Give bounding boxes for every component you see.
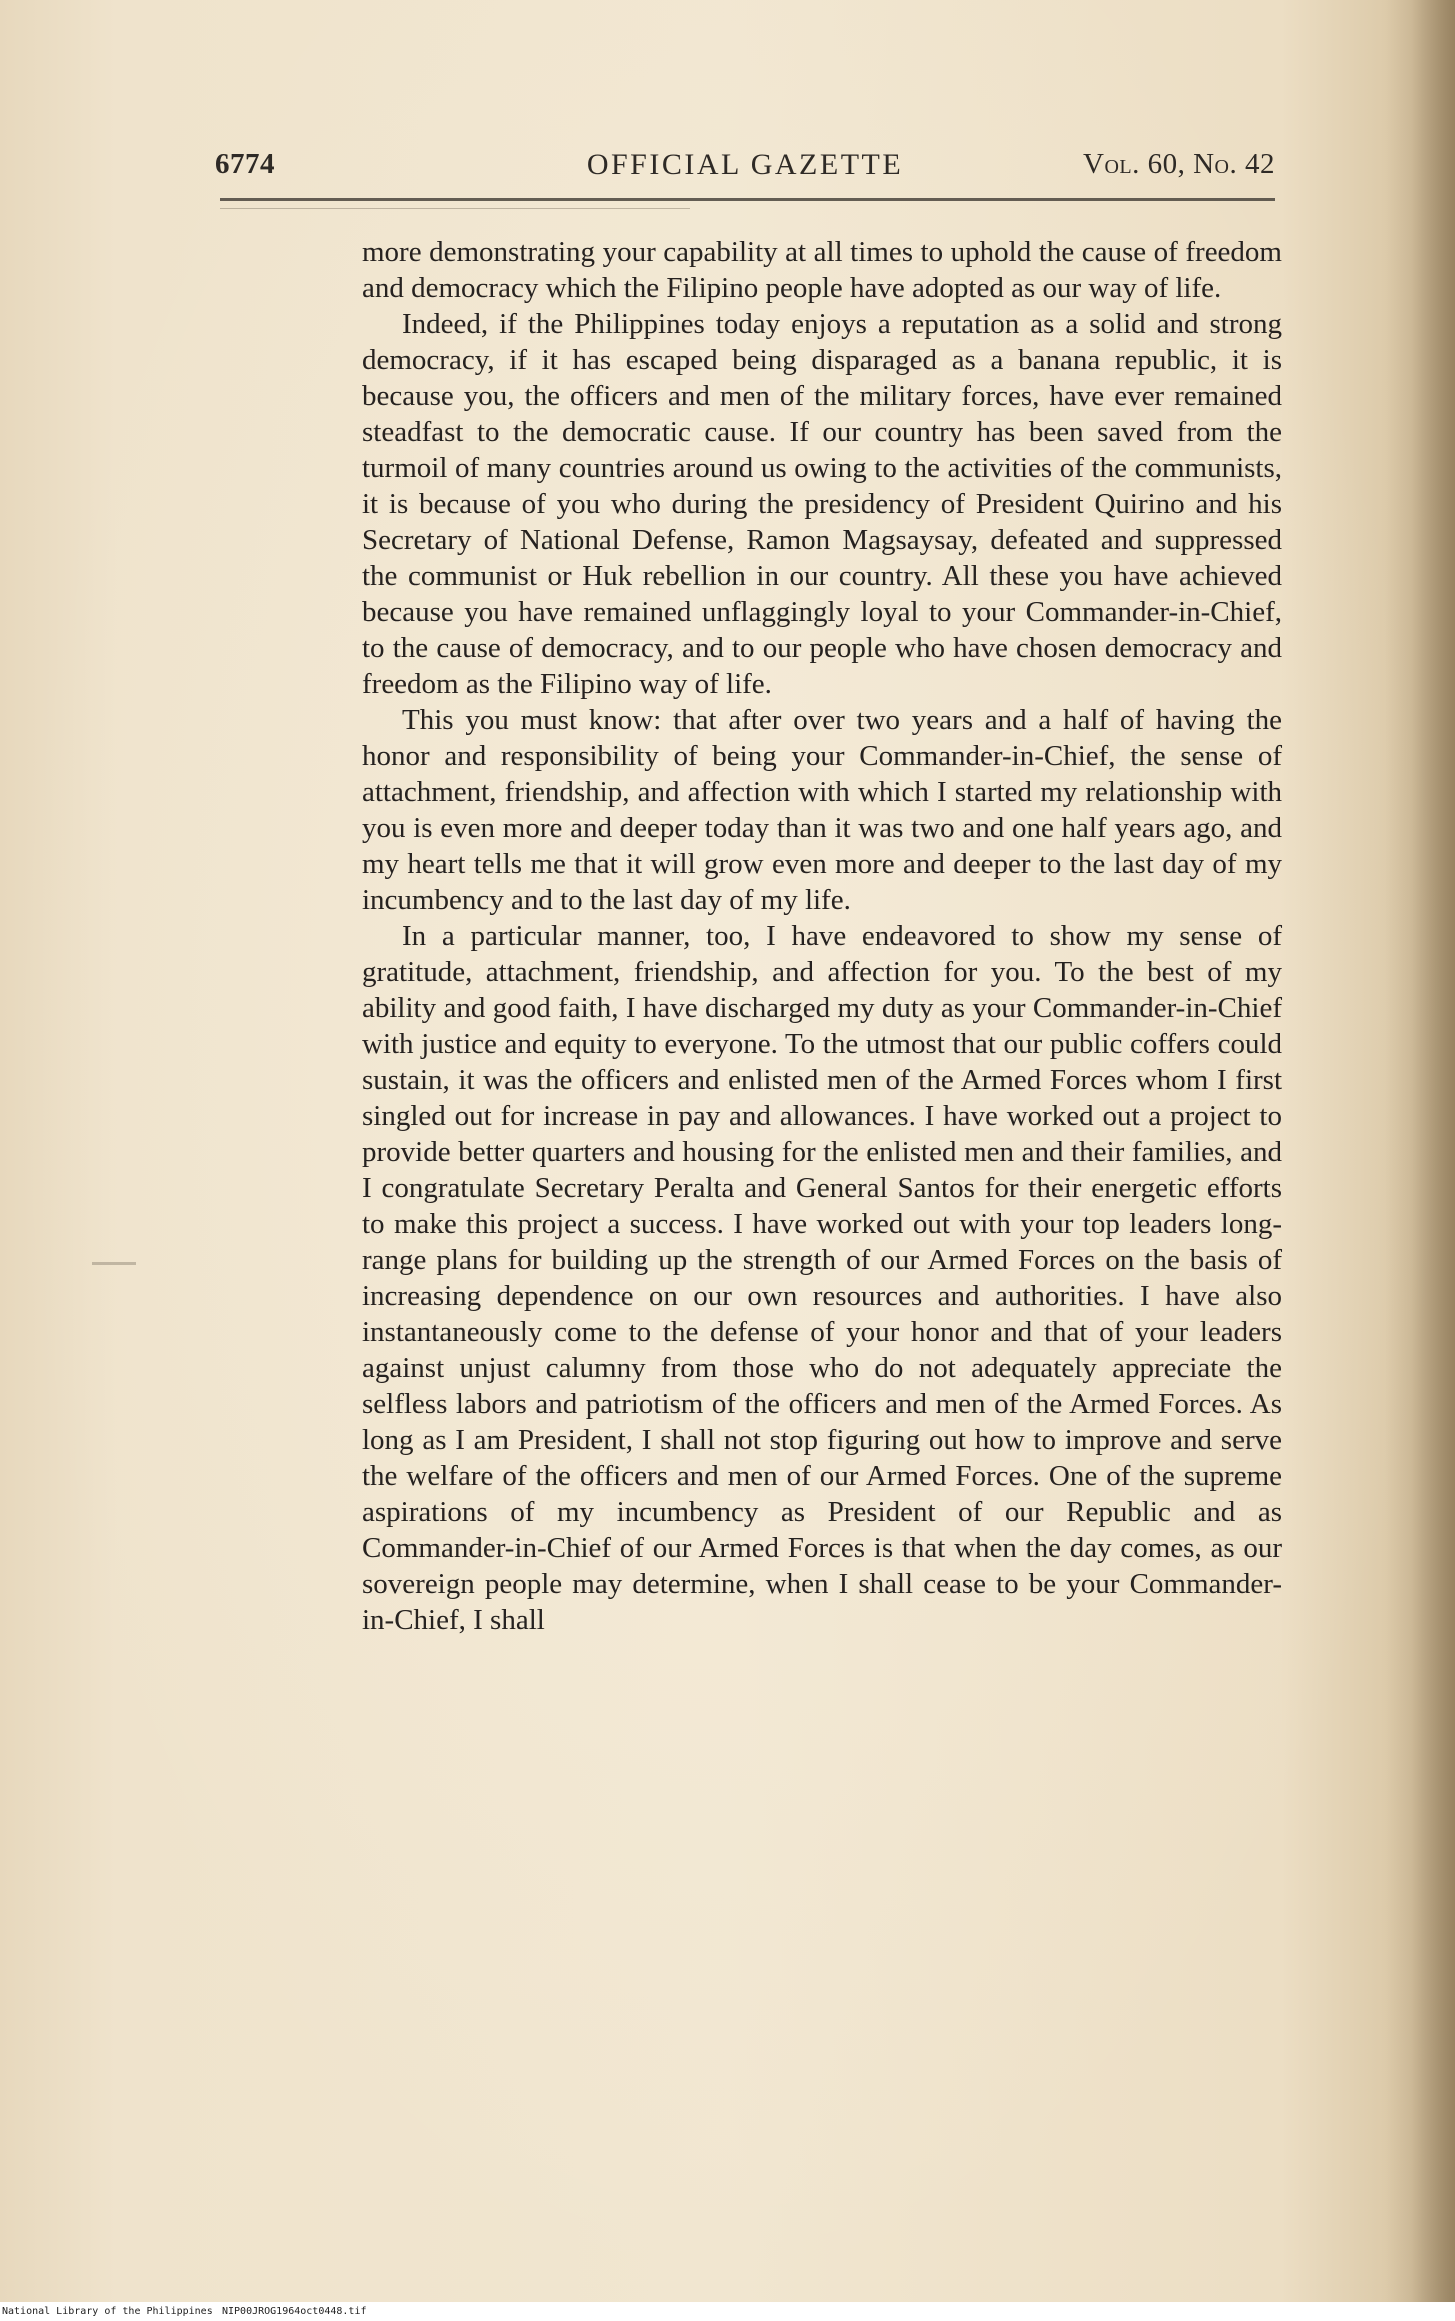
paragraph-continuation: more demonstrating your capability at all times to uphold the cause of freedom and democracy which the Filipino people have adopted as our way of life. — [362, 236, 1282, 304]
scan-footer — [0, 2302, 1455, 2321]
page-number: 6774 — [215, 148, 275, 180]
publication-title: OFFICIAL GAZETTE — [586, 148, 904, 181]
paragraph-reputation: Indeed, if the Philippines today enjoys a reputation as a solid and strong democracy, if it has escaped being disparaged as a banana republic, it is because you, the officers and men of the military forces, have ever remained steadfast to the democratic cause. If our country has been saved from the turmoil of many countries around us owing to the activities of the communists, it is because of you who during the presidency of President Quirino and his Secretary of National Defense, Ramon Magsaysay, defeated and suppressed the communist or Huk rebellion in our country. All these you have achieved because you have remained unflaggingly loyal to your Commander-in-Chief, to the cause of democracy, and to our people who have chosen democracy and freedom as the Filipino way of life. — [362, 308, 1282, 700]
page-header — [215, 148, 1275, 188]
article-body — [362, 234, 1282, 1638]
paragraph-gratitude: In a particular manner, too, I have endeavored to show my sense of gratitude, attachment, friendship, and affection for you. To the best of my ability and good faith, I have discharged my duty as your Commander-in-Chief with justice and equity to everyone. To the utmost that our public coffers could sustain, it was the officers and enlisted men of the Armed Forces whom I first singled out for increase in pay and allowances. I have worked out a project to provide better quarters and housing for the enlisted men and their families, and I congratulate Secretary Peralta and General Santos for their energetic efforts to make this project a success. I have worked out with your top leaders long-range plans for building up the strength of our Armed Forces on the basis of increasing dependence on our own resources and authorities. I have also instantaneously come to the defense of your honor and that of your leaders against unjust calumny from those who do not adequately appreciate the selfless labors and patriotism of the officers and men of the Armed Forces. As long as I am President, I shall not stop figuring out how to improve and serve the welfare of the officers and men of our Armed Forces. One of the supreme aspirations of my incumbency as President of our Republic and as Commander-in-Chief of our Armed Forces is that when the day comes, as our sovereign people may determine, when I shall cease to be your Commander-in-Chief, I shall — [362, 920, 1282, 1636]
header-rule-faint — [220, 208, 690, 209]
volume-issue: Vol. 60, No. 42 — [1083, 148, 1275, 180]
library-credit: National Library of the Philippines — [2, 2306, 213, 2317]
scan-filename: NIP00JROG1964oct0448.tif — [222, 2306, 367, 2317]
header-rule — [220, 198, 1275, 201]
paragraph-attachment: This you must know: that after over two years and a half of having the honor and responsibility of being your Commander-in-Chief, the sense of attachment, friendship, and affection with which I started my relationship with you is even more and deeper today than it was two and one half years ago, and my heart tells me that it will grow even more and deeper to the last day of my incumbency and to the last day of my life. — [362, 704, 1282, 916]
margin-mark — [92, 1262, 136, 1265]
